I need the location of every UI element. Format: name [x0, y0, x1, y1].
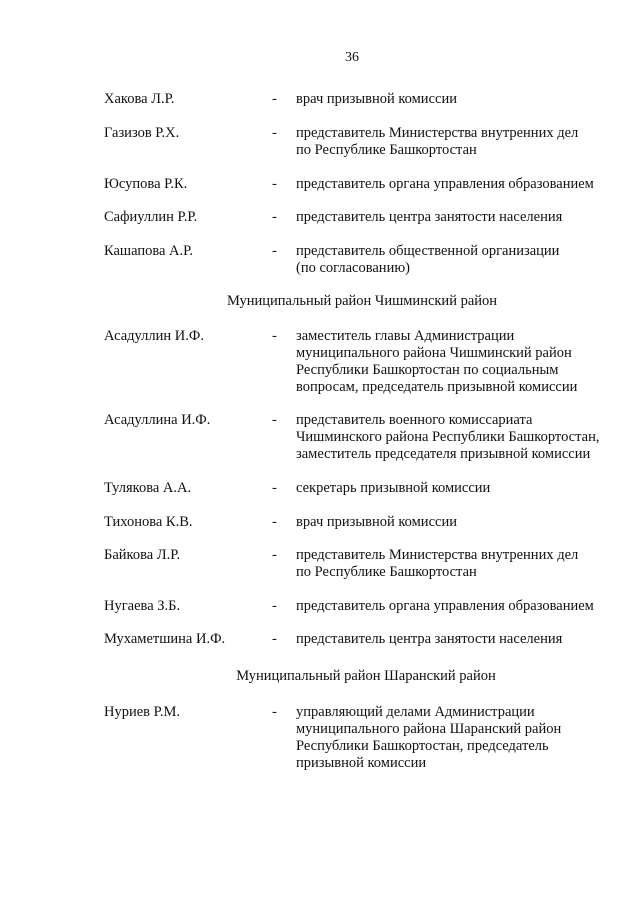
dash: -: [272, 243, 277, 259]
role-line: врач призывной комиссии: [296, 514, 457, 530]
role-line: представитель центра занятости населения: [296, 209, 563, 225]
person-role: [296, 514, 636, 531]
person-role: [296, 176, 636, 193]
role-line: врач призывной комиссии: [296, 91, 457, 107]
person-role: [296, 547, 636, 581]
person-name: Сафиуллин Р.Р.: [104, 209, 198, 225]
role-line: управляющий делами Администрации: [296, 704, 535, 720]
role-line: муниципального района Шаранский район: [296, 721, 562, 737]
dash: -: [272, 328, 277, 344]
person-role: [296, 480, 636, 497]
role-line: представитель органа управления образованием: [296, 598, 594, 614]
page-number: 36: [345, 50, 359, 65]
person-name: Байкова Л.Р.: [104, 547, 181, 563]
dash: -: [272, 704, 277, 720]
person-role: [296, 598, 636, 615]
person-role: [296, 209, 636, 226]
person-name: Нугаева З.Б.: [104, 598, 181, 614]
person-name: Асадуллина И.Ф.: [104, 412, 211, 428]
role-line: представитель центра занятости населения: [296, 631, 563, 647]
role-line: представитель военного комиссариата: [296, 412, 533, 428]
person-name: Юсупова Р.К.: [104, 176, 188, 192]
role-line: заместитель главы Администрации: [296, 328, 515, 344]
role-line: представитель общественной организации: [296, 243, 560, 259]
person-name: Нуриев Р.М.: [104, 704, 181, 720]
person-name: Хакова Л.Р.: [104, 91, 175, 107]
role-line: представитель Министерства внутренних дел: [296, 125, 579, 141]
person-name: Тихонова К.В.: [104, 514, 193, 530]
role-line: Республики Башкортостан по социальным: [296, 362, 559, 378]
role-line: Чишминского района Республики Башкортостан,: [296, 429, 600, 445]
role-line: вопросам, председатель призывной комиссии: [296, 379, 578, 395]
dash: -: [272, 176, 277, 192]
section-heading: Муниципальный район Чишминский район: [226, 293, 498, 309]
dash: -: [272, 598, 277, 614]
role-line: представитель органа управления образованием: [296, 176, 594, 192]
person-role: [296, 631, 636, 648]
dash: -: [272, 631, 277, 647]
dash: -: [272, 514, 277, 530]
role-line: муниципального района Чишминский район: [296, 345, 572, 361]
role-line: представитель Министерства внутренних дел: [296, 547, 579, 563]
role-line: секретарь призывной комиссии: [296, 480, 491, 496]
role-line: заместитель председателя призывной комиссии: [296, 446, 591, 462]
dash: -: [272, 125, 277, 141]
person-role: [296, 704, 636, 772]
dash: -: [272, 91, 277, 107]
person-role: [296, 328, 636, 396]
dash: -: [272, 412, 277, 428]
dash: -: [272, 480, 277, 496]
person-name: Кашапова А.Р.: [104, 243, 194, 259]
role-line: призывной комиссии: [296, 755, 427, 771]
person-role: [296, 125, 636, 159]
role-line: Республики Башкортостан, председатель: [296, 738, 549, 754]
person-name: Мухаметшина И.Ф.: [104, 631, 226, 647]
person-role: [296, 243, 636, 277]
dash: -: [272, 209, 277, 225]
person-role: [296, 412, 636, 463]
person-name: Газизов Р.Х.: [104, 125, 180, 141]
person-name: Тулякова А.А.: [104, 480, 192, 496]
role-line: (по согласованию): [296, 260, 410, 276]
person-name: Асадуллин И.Ф.: [104, 328, 204, 344]
role-line: по Республике Башкортостан: [296, 564, 477, 580]
dash: -: [272, 547, 277, 563]
person-role: [296, 91, 636, 108]
role-line: по Республике Башкортостан: [296, 142, 477, 158]
section-heading: Муниципальный район Шаранский район: [236, 668, 496, 684]
